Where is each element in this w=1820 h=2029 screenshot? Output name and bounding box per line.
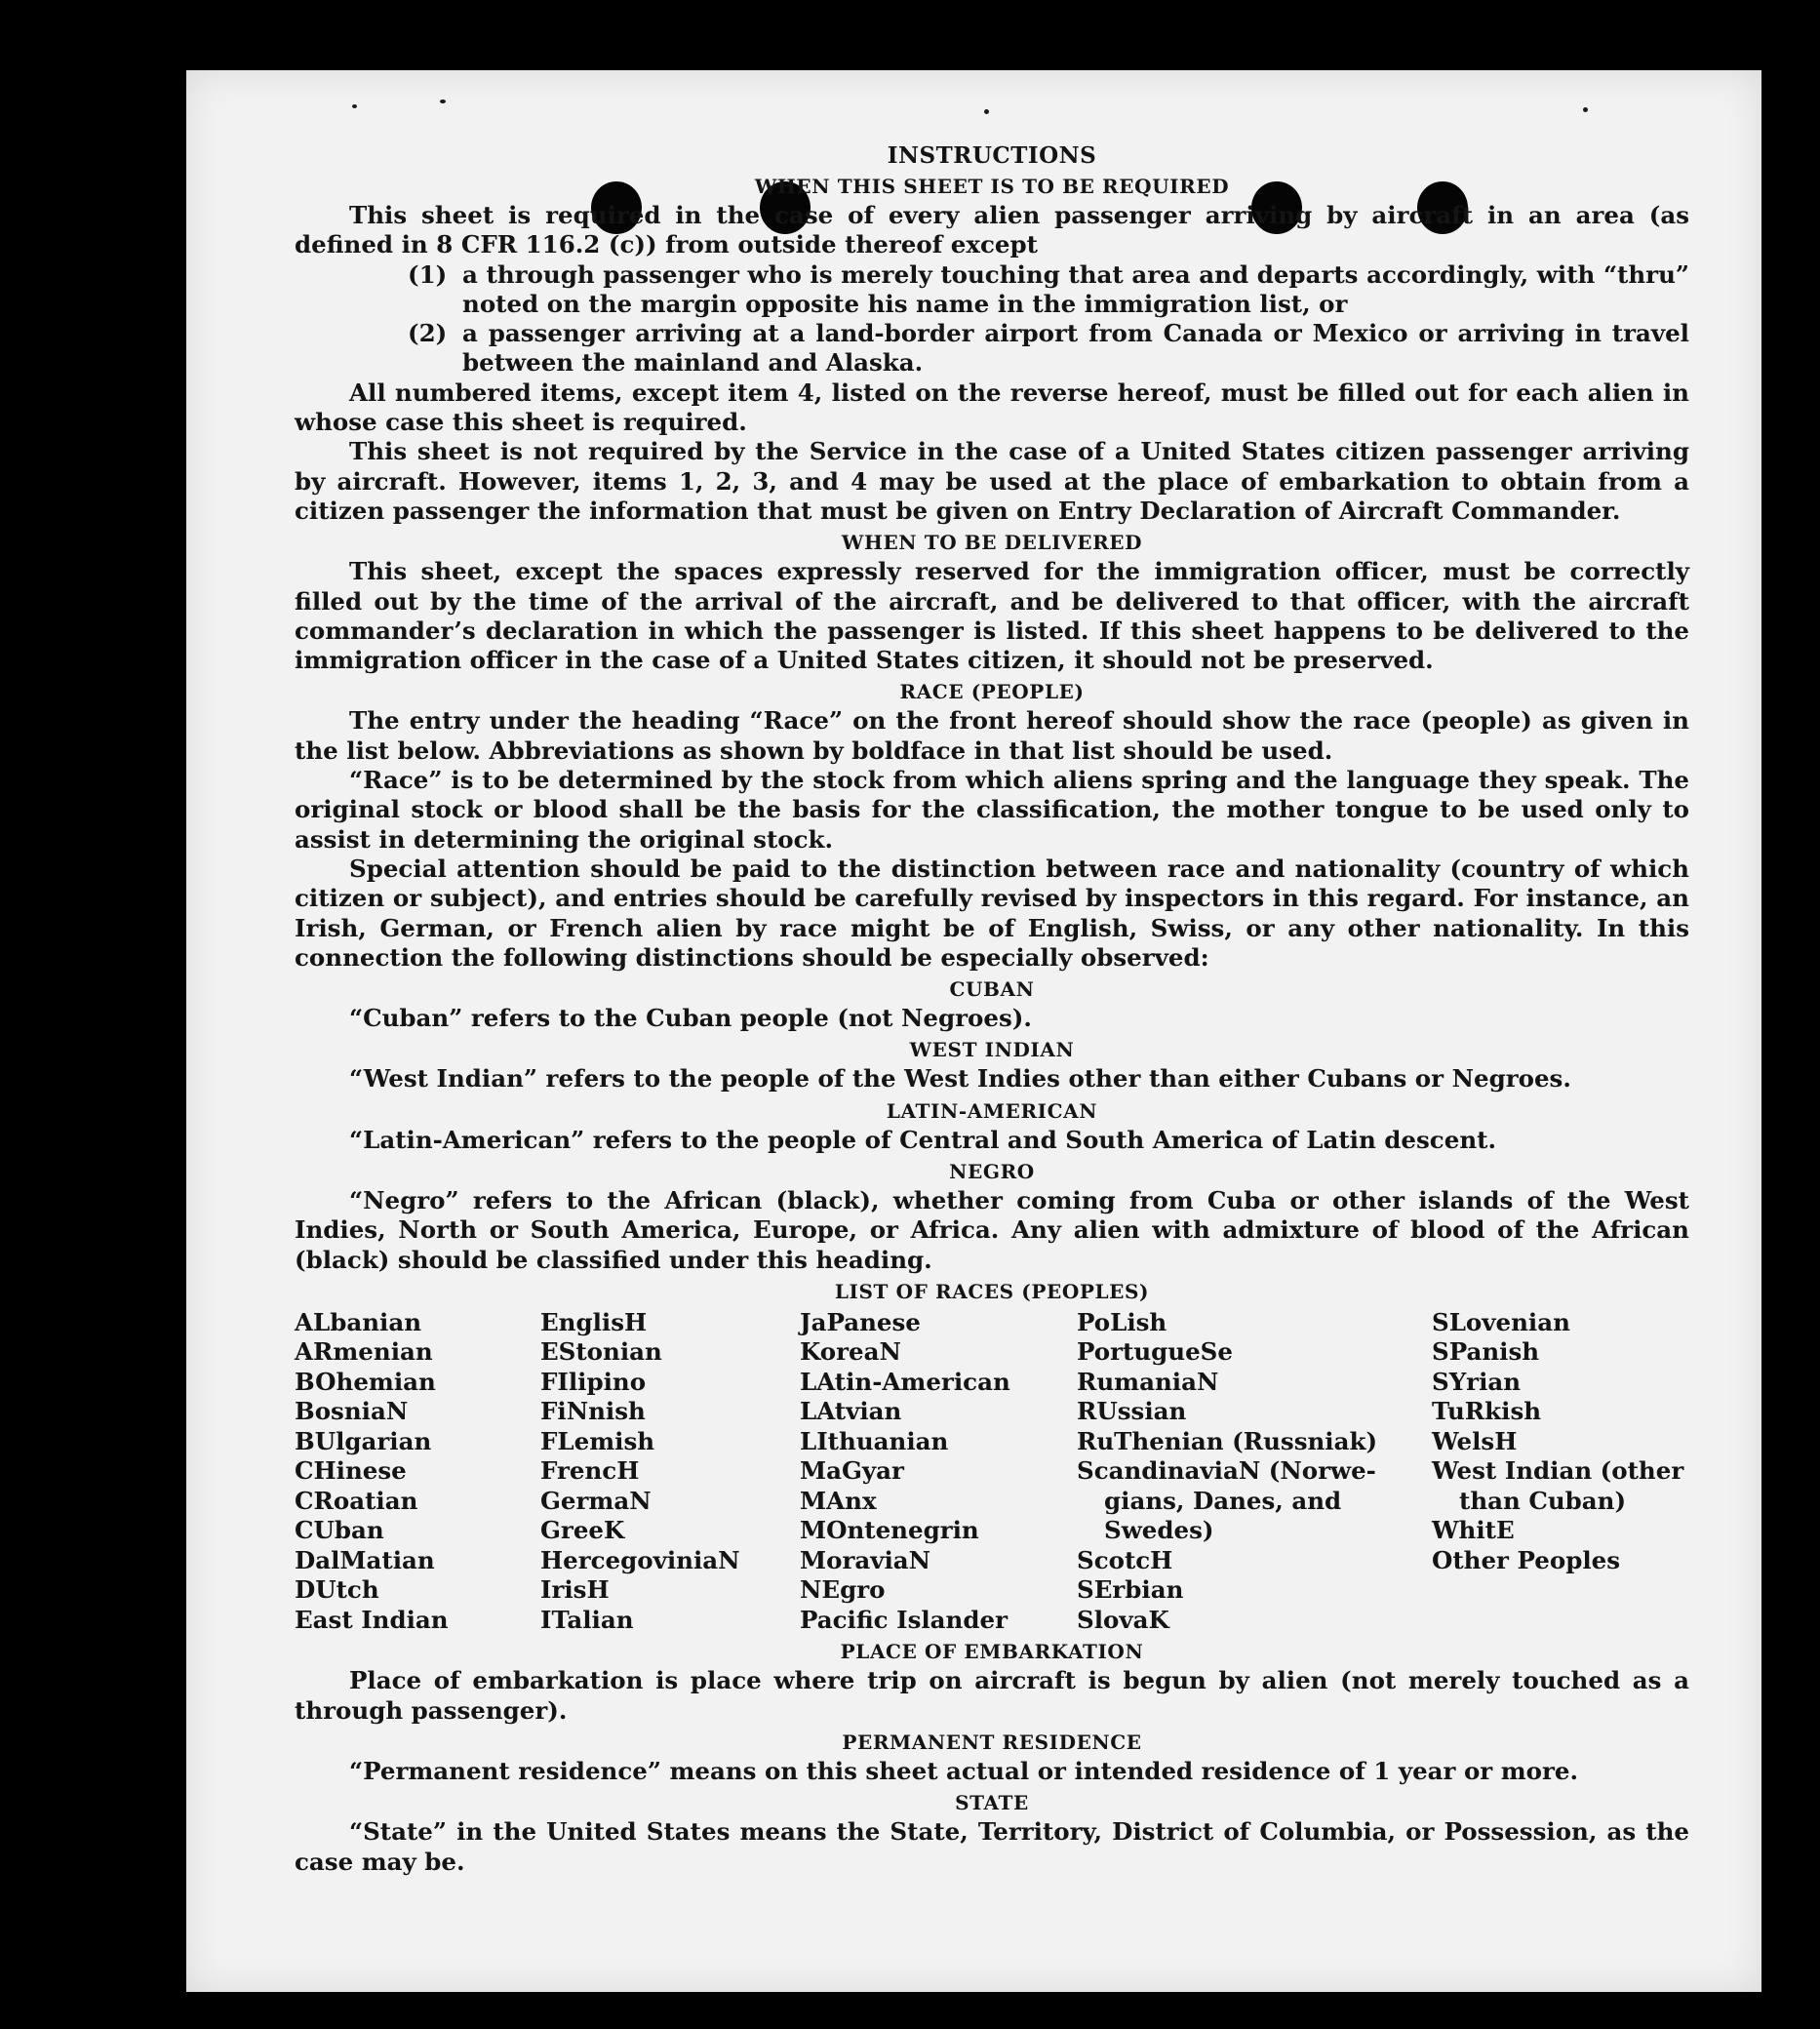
race-entry: IrisH bbox=[540, 1575, 610, 1605]
paragraph: The entry under the heading “Race” on the front hereof should show the race (people) as given in the list below. Abbreviations as shown by boldface in that list should be used. bbox=[295, 706, 1689, 765]
race-entry: RUssian bbox=[1077, 1397, 1187, 1426]
paragraph: “Latin-American” refers to the people of Central and South America of Latin descent. bbox=[349, 1125, 1496, 1154]
race-entry: SLovenian bbox=[1432, 1307, 1570, 1336]
heading-negro: NEGRO bbox=[949, 1160, 1035, 1184]
race-entry: CRoatian bbox=[295, 1486, 418, 1515]
speck bbox=[352, 104, 357, 108]
paragraph: Special attention should be paid to the distinction between race and nationality (country of which citizen or subject), and entries should be carefully revised by inspectors in this regard. For instance, an Irish, German, or French alien by race might be of English, Swiss, or any other nationality. In this connection the following distinctions should be especially observed: bbox=[295, 854, 1689, 972]
race-entry: LAtvian bbox=[800, 1397, 902, 1426]
item-text: a through passenger who is merely touching that area and departs accordingly, with “thru” noted on the margin opposite his name in the immigration list, or bbox=[462, 259, 1689, 318]
race-entry: ALbanian bbox=[295, 1307, 422, 1336]
heading-latin-american: LATIN-AMERICAN bbox=[886, 1098, 1098, 1123]
race-entry: SPanish bbox=[1432, 1337, 1540, 1367]
race-entry: FiNnish bbox=[540, 1397, 646, 1426]
race-entry: East Indian bbox=[295, 1605, 449, 1634]
race-entry: KoreaN bbox=[800, 1337, 901, 1367]
race-entry: DalMatian bbox=[295, 1545, 435, 1574]
race-entry: MoraviaN bbox=[800, 1545, 931, 1574]
race-entry: MAnx bbox=[800, 1486, 877, 1515]
race-entry: Swedes) bbox=[1104, 1516, 1214, 1545]
race-entry: SlovaK bbox=[1077, 1605, 1169, 1634]
race-entry: ARmenian bbox=[295, 1337, 433, 1367]
races-list bbox=[295, 1308, 1689, 1636]
speck bbox=[1583, 107, 1588, 112]
races-column-1 bbox=[295, 1308, 540, 1636]
race-entry: FrencH bbox=[540, 1456, 640, 1486]
race-entry: TuRkish bbox=[1432, 1397, 1542, 1426]
race-entry: EnglisH bbox=[540, 1307, 648, 1336]
race-entry: FLemish bbox=[540, 1426, 655, 1455]
race-entry: GreeK bbox=[540, 1516, 625, 1545]
races-column-5 bbox=[1432, 1308, 1685, 1636]
paragraph: “Negro” refers to the African (black), whether coming from Cuba or other islands of the West Indies, North or South America, Europe, or Africa. Any alien with admixture of blood of the African (black) should be classified under this heading. bbox=[295, 1186, 1689, 1274]
item-number: (1) bbox=[408, 259, 448, 289]
heading-cuban: CUBAN bbox=[949, 977, 1035, 1002]
race-entry: PortugueSe bbox=[1077, 1337, 1233, 1367]
race-entry: Pacific Islander bbox=[800, 1605, 1008, 1634]
heading-permanent-residence: PERMANENT RESIDENCE bbox=[842, 1731, 1142, 1754]
race-entry: gians, Danes, and bbox=[1104, 1486, 1342, 1515]
list-item bbox=[295, 260, 1689, 320]
race-entry: JaPanese bbox=[800, 1307, 921, 1336]
race-entry: CUban bbox=[295, 1516, 384, 1545]
race-entry: MaGyar bbox=[800, 1456, 904, 1486]
paragraph: “State” in the United States means the State, Territory, District of Columbia, or Possession, as the case may be. bbox=[295, 1817, 1689, 1876]
race-entry: BUlgarian bbox=[295, 1426, 432, 1455]
race-entry: BosniaN bbox=[295, 1397, 409, 1426]
heading-west-indian: WEST INDIAN bbox=[909, 1038, 1075, 1062]
instructions-text bbox=[295, 142, 1689, 1877]
paragraph: “West Indian” refers to the people of the West Indies other than either Cubans or Negroes. bbox=[349, 1064, 1571, 1094]
paragraph: “Race” is to be determined by the stock from which aliens spring and the language they speak. The original stock or blood shall be the basis for the classification, the mother tongue to be used only to assist in determining the original stock. bbox=[295, 766, 1689, 854]
paragraph: Place of embarkation is place where trip on aircraft is begun by alien (not merely touched as a through passenger). bbox=[295, 1666, 1689, 1725]
paragraph: “Cuban” refers to the Cuban people (not Negroes). bbox=[349, 1004, 1032, 1033]
heading-list-of-races: LIST OF RACES (PEOPLES) bbox=[834, 1279, 1150, 1303]
paragraph: This sheet, except the spaces expressly reserved for the immigration officer, must be correctly filled out by the time of the arrival of the aircraft, and be delivered to that officer, with the aircraft commander’s declaration in which the passenger is listed. If this sheet happens to be delivered to the immigration officer in the case of a United States citizen, it should not be preserved. bbox=[295, 557, 1689, 675]
race-entry: GermaN bbox=[540, 1486, 652, 1515]
scan-corner bbox=[0, 0, 18, 18]
race-entry: WelsH bbox=[1432, 1426, 1518, 1455]
heading-state: STATE bbox=[955, 1791, 1029, 1815]
speck bbox=[440, 99, 446, 103]
heading-when-delivered: WHEN TO BE DELIVERED bbox=[841, 531, 1143, 555]
race-entry: RumaniaN bbox=[1077, 1367, 1219, 1396]
race-entry: ScotcH bbox=[1077, 1545, 1173, 1574]
list-item bbox=[295, 319, 1689, 378]
race-entry: HercegoviniaN bbox=[540, 1545, 740, 1574]
paragraph: All numbered items, except item 4, listed on the reverse hereof, must be filled out for each alien in whose case this sheet is required. bbox=[295, 378, 1689, 437]
race-entry: NEgro bbox=[800, 1575, 886, 1605]
race-entry: Other Peoples bbox=[1432, 1545, 1621, 1574]
race-entry: CHinese bbox=[295, 1456, 407, 1486]
heading-race: RACE (PEOPLE) bbox=[899, 680, 1085, 704]
race-entry: EStonian bbox=[540, 1337, 662, 1367]
race-entry: FIlipino bbox=[540, 1367, 647, 1396]
heading-place-of-embarkation: PLACE OF EMBARKATION bbox=[840, 1640, 1144, 1664]
paragraph: “Permanent residence” means on this sheet actual or intended residence of 1 year or more. bbox=[349, 1757, 1579, 1785]
race-entry: West Indian (other bbox=[1432, 1456, 1684, 1486]
races-column-3 bbox=[800, 1308, 1077, 1636]
item-text: a passenger arriving at a land-border airport from Canada or Mexico or arriving in travel between the mainland and Alaska. bbox=[462, 319, 1689, 378]
heading-when-required: WHEN THIS SHEET IS TO BE REQUIRED bbox=[754, 175, 1230, 198]
race-entry: SErbian bbox=[1077, 1575, 1184, 1605]
race-entry: DUtch bbox=[295, 1575, 379, 1605]
race-entry: BOhemian bbox=[295, 1367, 436, 1396]
race-entry: than Cuban) bbox=[1459, 1486, 1627, 1515]
race-entry: SYrian bbox=[1432, 1367, 1522, 1396]
race-entry: MOntenegrin bbox=[800, 1516, 979, 1545]
paragraph: This sheet is not required by the Service in the case of a United States citizen passenger arriving by aircraft. However, items 1, 2, 3, and 4 may be used at the place of embarkation to obtain from a citizen passenger the information that must be given on Entry Declaration of Aircraft Commander. bbox=[295, 437, 1689, 525]
races-column-4 bbox=[1077, 1308, 1432, 1636]
speck bbox=[984, 109, 989, 114]
race-entry: LIthuanian bbox=[800, 1426, 949, 1455]
page-title: INSTRUCTIONS bbox=[887, 142, 1097, 169]
race-entry: PoLish bbox=[1077, 1307, 1167, 1336]
races-column-2 bbox=[540, 1308, 800, 1636]
race-entry: WhitE bbox=[1432, 1516, 1515, 1545]
race-entry: ITalian bbox=[540, 1605, 634, 1634]
paragraph: This sheet is required in the case of every alien passenger arriving by aircraft in an area (as defined in 8 CFR 116.2 (c)) from outside thereof except bbox=[295, 201, 1689, 259]
race-entry: LAtin-American bbox=[800, 1367, 1010, 1396]
item-number: (2) bbox=[408, 319, 448, 348]
race-entry: RuThenian (Russniak) bbox=[1077, 1426, 1378, 1455]
race-entry: ScandinaviaN (Norwe- bbox=[1077, 1456, 1376, 1486]
